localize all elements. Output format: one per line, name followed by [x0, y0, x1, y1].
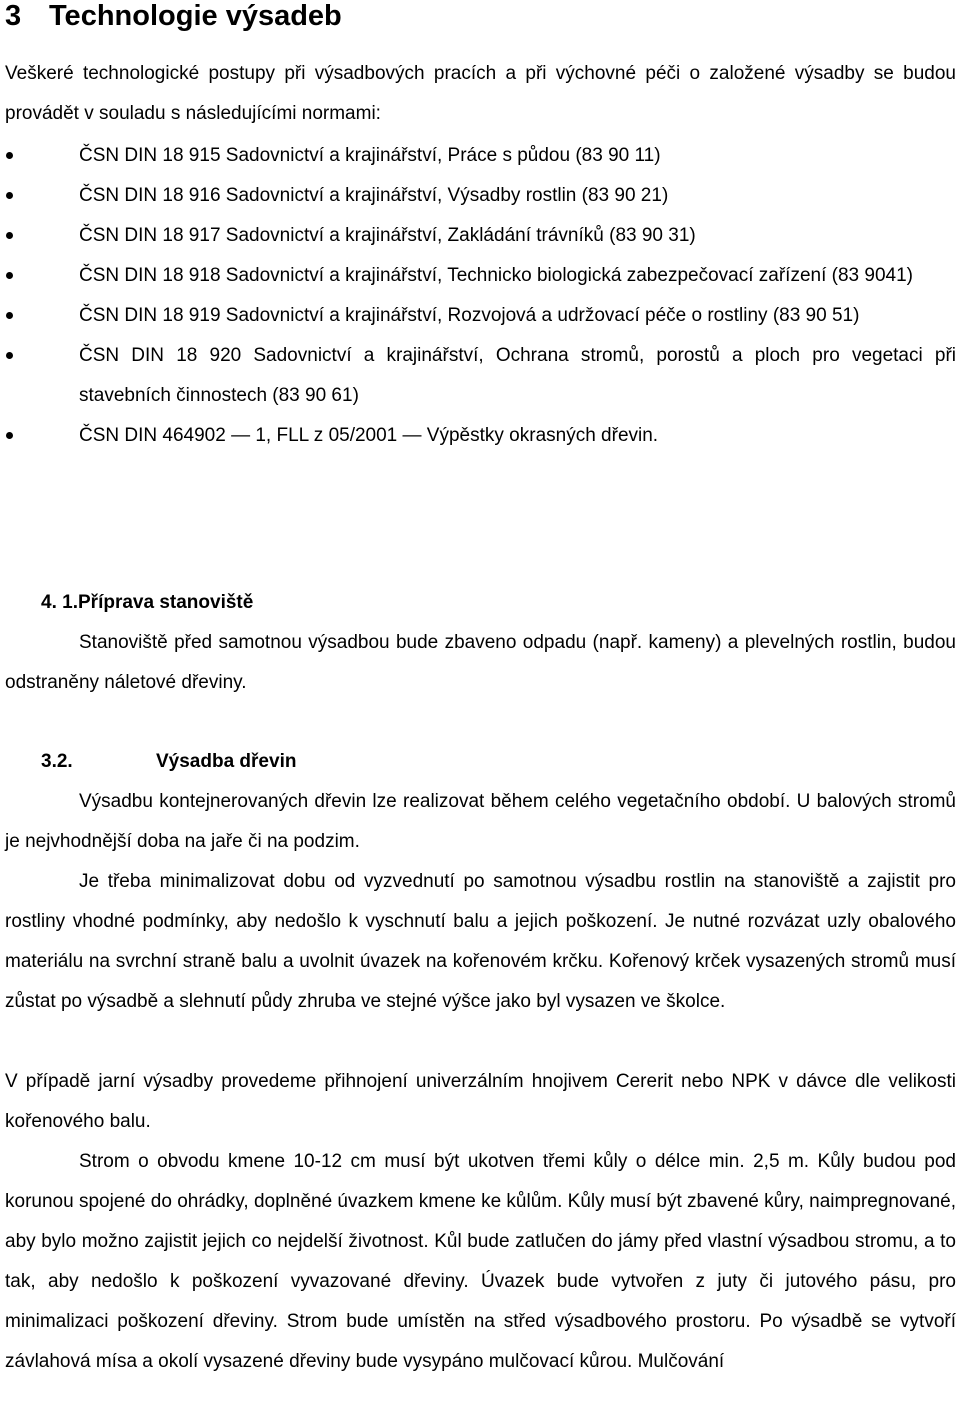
- norm-item: [0, 136, 956, 176]
- intro-paragraph: Veškeré technologické postupy při výsadbových pracích a při výchovné péči o založené výsadby se budou provádět v souladu s následujícími normami:: [5, 63, 956, 124]
- norm-item: [0, 296, 956, 336]
- bullet-icon: [6, 432, 13, 439]
- section-heading: [5, 0, 342, 36]
- bullet-icon: [6, 192, 13, 199]
- bullet-icon: [6, 152, 13, 159]
- subsection-title: Výsadba dřevin: [156, 751, 297, 772]
- planting-paragraph: Je třeba minimalizovat dobu od vyzvednutí po samotnou výsadbu rostlin na stanoviště a zajistit pro rostliny vhodné podmínky, aby nedošlo k vyschnutí balu a jejich poškození. Je nutné rozvázat uzly obalového materiálu na svrchní straně balu a uvolnit úvazek na kořenovém krčku. Kořenový krček vysazených stromů musí zůstat po výsadbě a slehnutí půdy zhruba ve stejné výšce jako byl vysazen ve školce.: [5, 871, 956, 1012]
- section-title: Technologie výsadeb: [49, 0, 342, 32]
- subsection-heading: [41, 742, 296, 782]
- norms-list: [0, 136, 960, 456]
- bullet-icon: [6, 232, 13, 239]
- norm-text: ČSN DIN 464902 — 1, FLL z 05/2001 — Výpěstky okrasných dřevin.: [79, 425, 659, 446]
- norm-item: [0, 256, 956, 296]
- bullet-icon: [6, 272, 13, 279]
- subsection-title: Příprava stanoviště: [78, 592, 254, 613]
- planting-paragraph: Strom o obvodu kmene 10-12 cm musí být ukotven třemi kůly o délce min. 2,5 m. Kůly budou pod korunou spojené do ohrádky, doplněné úvazkem kmene ke kůlům. Kůly musí být zbavené kůry, naimpregnované, aby bylo možno zajistit jejich co nejdelší životnost. Kůl bude zatlučen do jámy před vlastní výsadbou stromu, a to tak, aby nedošlo k poškození vyvazované dřeviny. Úvazek bude vytvořen z juty či jutového pásu, pro minimalizaci poškození dřeviny. Strom bude umístěn na střed výsadbového prostoru. Po výsadbě se vytvoří závlahová mísa a okolí vysazené dřeviny bude vysypáno mulčovací kůrou. Mulčování: [5, 1151, 956, 1372]
- norm-text: ČSN DIN 18 919 Sadovnictví a krajinářství, Rozvojová a udržovací péče o rostliny (83 90 51): [79, 305, 860, 326]
- norm-text: ČSN DIN 18 917 Sadovnictví a krajinářství, Zakládání trávníků (83 90 31): [79, 225, 696, 246]
- norm-text: ČSN DIN 18 920 Sadovnictví a krajinářství, Ochrana stromů, porostů a ploch pro vegetaci při stavebních činnostech (83 90 61): [79, 345, 956, 406]
- bullet-icon: [6, 312, 13, 319]
- norm-item: [0, 416, 956, 456]
- norm-text: ČSN DIN 18 915 Sadovnictví a krajinářství, Práce s půdou (83 90 11): [79, 145, 661, 166]
- subsection-number: 3.2.: [41, 751, 73, 772]
- subsection-number: 4. 1.: [41, 592, 78, 613]
- norm-item: [0, 336, 956, 416]
- bullet-icon: [6, 352, 13, 359]
- subsection-heading: [41, 583, 253, 623]
- planting-paragraph: Výsadbu kontejnerovaných dřevin lze realizovat během celého vegetačního období. U balových stromů je nejvhodnější doba na jaře či na podzim.: [5, 791, 956, 852]
- preparation-paragraph: Stanoviště před samotnou výsadbou bude zbaveno odpadu (např. kameny) a plevelných rostlin, budou odstraněny náletové dřeviny.: [5, 632, 956, 693]
- norm-item: [0, 176, 956, 216]
- planting-paragraph: V případě jarní výsadby provedeme přihnojení univerzálním hnojivem Cererit nebo NPK v dávce dle velikosti kořenového balu.: [5, 1071, 956, 1132]
- norm-text: ČSN DIN 18 916 Sadovnictví a krajinářství, Výsadby rostlin (83 90 21): [79, 185, 669, 206]
- section-number: 3: [5, 0, 22, 32]
- norm-item: [0, 216, 956, 256]
- norm-text: ČSN DIN 18 918 Sadovnictví a krajinářství, Technicko biologická zabezpečovací zařízení (83 9041): [79, 265, 913, 286]
